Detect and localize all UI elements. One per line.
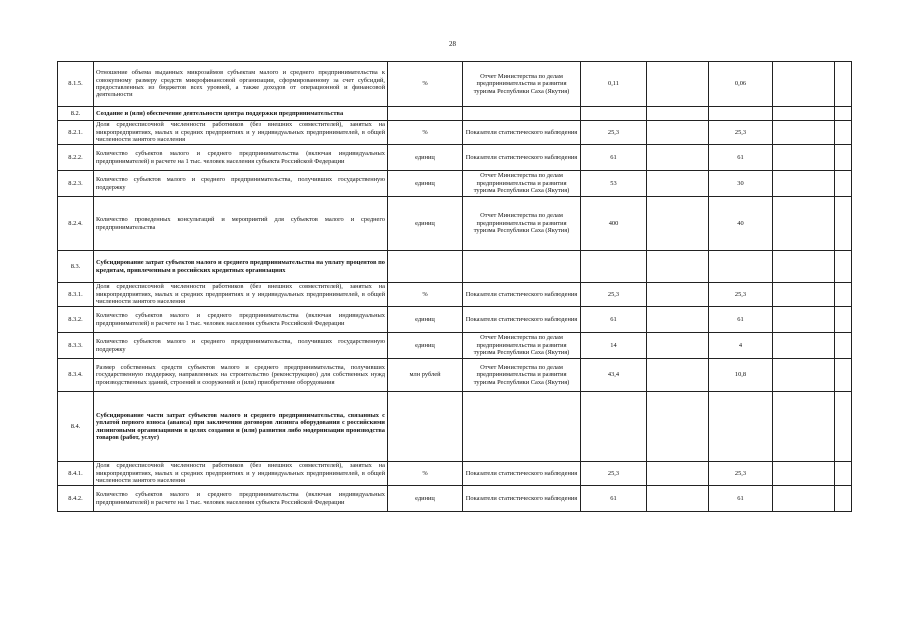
table-row bbox=[58, 145, 852, 171]
row-unit: % bbox=[388, 62, 463, 107]
row-description: Количество субъектов малого и среднего предпринимательства (включая индивидуальных предпринимателей) в расчете на 1 тыс. человек населения субъекта Российской Федерации bbox=[94, 486, 388, 512]
row-source: Показатели статистического наблюдения bbox=[463, 462, 581, 486]
row-empty-cell bbox=[835, 251, 852, 283]
row-empty-cell bbox=[647, 121, 709, 145]
row-value-1 bbox=[581, 251, 647, 283]
row-empty-cell bbox=[773, 486, 835, 512]
row-number: 8.3.4. bbox=[58, 359, 94, 392]
row-empty-cell bbox=[647, 333, 709, 359]
table-row bbox=[58, 462, 852, 486]
row-value-2: 30 bbox=[709, 171, 773, 197]
table-row bbox=[58, 486, 852, 512]
row-empty-cell bbox=[773, 197, 835, 251]
row-unit: единиц bbox=[388, 307, 463, 333]
row-empty-cell bbox=[647, 307, 709, 333]
row-source: Показатели статистического наблюдения bbox=[463, 145, 581, 171]
row-empty-cell bbox=[773, 145, 835, 171]
table-row bbox=[58, 107, 852, 121]
row-description: Отношение объема выданных микрозаймов субъектам малого и среднего предпринимательства к совокупному размеру средств микрофинансовой организации, сформированному за счет субсидий, предоставленных из бюджетов всех уровней, а также доходов от операционной и финансовой деятельности bbox=[94, 62, 388, 107]
table-row bbox=[58, 251, 852, 283]
row-description: Размер собственных средств субъектов малого и среднего предпринимательства, получивших государственную поддержку, направленных на строительство (реконструкцию) для собственных нужд производственных зданий, строений и сооружений и (или) приобретение оборудования bbox=[94, 359, 388, 392]
row-description: Количество субъектов малого и среднего предпринимательства, получивших государственную поддержку bbox=[94, 333, 388, 359]
row-unit bbox=[388, 251, 463, 283]
table-body bbox=[58, 62, 852, 512]
row-number: 8.4.1. bbox=[58, 462, 94, 486]
row-value-2 bbox=[709, 392, 773, 462]
row-value-1: 43,4 bbox=[581, 359, 647, 392]
row-value-1: 400 bbox=[581, 197, 647, 251]
row-value-1: 25,3 bbox=[581, 121, 647, 145]
row-number: 8.4. bbox=[58, 392, 94, 462]
row-unit: % bbox=[388, 283, 463, 307]
row-unit: единиц bbox=[388, 486, 463, 512]
row-empty-cell bbox=[835, 486, 852, 512]
row-empty-cell bbox=[647, 392, 709, 462]
row-value-2: 0,06 bbox=[709, 62, 773, 107]
row-empty-cell bbox=[647, 462, 709, 486]
row-source: Показатели статистического наблюдения bbox=[463, 307, 581, 333]
row-empty-cell bbox=[835, 283, 852, 307]
row-description: Доля среднесписочной численности работников (без внешних совместителей), занятых на микропредприятиях, малых и средних предприятиях и у индивидуальных предпринимателей, в общей численности занятого населения bbox=[94, 283, 388, 307]
row-number: 8.3. bbox=[58, 251, 94, 283]
row-empty-cell bbox=[835, 107, 852, 121]
row-empty-cell bbox=[773, 251, 835, 283]
row-number: 8.2.2. bbox=[58, 145, 94, 171]
row-empty-cell bbox=[647, 486, 709, 512]
page-number: 28 bbox=[449, 40, 456, 48]
table-row bbox=[58, 283, 852, 307]
row-number: 8.2.1. bbox=[58, 121, 94, 145]
row-empty-cell bbox=[647, 145, 709, 171]
row-empty-cell bbox=[647, 197, 709, 251]
row-empty-cell bbox=[835, 307, 852, 333]
row-description: Количество субъектов малого и среднего предпринимательства (включая индивидуальных предпринимателей) в расчете на 1 тыс. человек населения субъекта Российской Федерации bbox=[94, 307, 388, 333]
row-value-1: 25,3 bbox=[581, 283, 647, 307]
row-empty-cell bbox=[773, 283, 835, 307]
row-unit: единиц bbox=[388, 333, 463, 359]
row-source: Показатели статистического наблюдения bbox=[463, 486, 581, 512]
row-empty-cell bbox=[773, 121, 835, 145]
table-row bbox=[58, 307, 852, 333]
row-empty-cell bbox=[835, 392, 852, 462]
row-number: 8.3.2. bbox=[58, 307, 94, 333]
row-value-2 bbox=[709, 107, 773, 121]
row-number: 8.2.4. bbox=[58, 197, 94, 251]
table-row bbox=[58, 171, 852, 197]
row-unit: единиц bbox=[388, 197, 463, 251]
row-value-2: 10,8 bbox=[709, 359, 773, 392]
row-source bbox=[463, 251, 581, 283]
row-value-1: 53 bbox=[581, 171, 647, 197]
row-description: Субсидирование затрат субъектов малого и среднего предпринимательства на уплату процентов по кредитам, привлеченным в российских кредитных организациях bbox=[94, 251, 388, 283]
row-unit: млн рублей bbox=[388, 359, 463, 392]
row-empty-cell bbox=[647, 283, 709, 307]
row-number: 8.2.3. bbox=[58, 171, 94, 197]
row-value-2: 40 bbox=[709, 197, 773, 251]
row-description: Субсидирование части затрат субъектов малого и среднего предпринимательства, связанных с уплатой первого взноса (аванса) при заключении договоров лизинга оборудования с российскими лизинговыми организациями в целях создания и (или) развития либо модернизации производства товаров (работ, услуг) bbox=[94, 392, 388, 462]
row-value-2: 25,3 bbox=[709, 462, 773, 486]
table-row bbox=[58, 197, 852, 251]
row-source: Отчет Министерства по делам предпринимательства и развития туризма Республики Саха (Якутия) bbox=[463, 171, 581, 197]
row-source: Отчет Министерства по делам предпринимательства и развития туризма Республики Саха (Якутия) bbox=[463, 197, 581, 251]
table-row bbox=[58, 392, 852, 462]
indicators-table bbox=[57, 61, 852, 512]
row-empty-cell bbox=[773, 333, 835, 359]
row-value-2: 61 bbox=[709, 307, 773, 333]
row-number: 8.3.1. bbox=[58, 283, 94, 307]
row-description: Создание и (или) обеспечение деятельности центра поддержки предпринимательства bbox=[94, 107, 388, 121]
table-row bbox=[58, 121, 852, 145]
row-unit: % bbox=[388, 121, 463, 145]
row-empty-cell bbox=[773, 462, 835, 486]
row-description: Количество проведенных консультаций и мероприятий для субъектов малого и среднего предпринимательства bbox=[94, 197, 388, 251]
row-unit: единиц bbox=[388, 145, 463, 171]
table-row bbox=[58, 62, 852, 107]
row-description: Количество субъектов малого и среднего предпринимательства (включая индивидуальных предпринимателей) в расчете на 1 тыс. человек населения субъекта Российской Федерации bbox=[94, 145, 388, 171]
row-number: 8.4.2. bbox=[58, 486, 94, 512]
row-source: Отчет Министерства по делам предпринимательства и развития туризма Республики Саха (Якутия) bbox=[463, 62, 581, 107]
row-unit bbox=[388, 107, 463, 121]
row-value-1: 61 bbox=[581, 145, 647, 171]
row-description: Доля среднесписочной численности работников (без внешних совместителей), занятых на микропредприятиях, малых и средних предприятиях и у индивидуальных предпринимателей, в общей численности занятого населения bbox=[94, 462, 388, 486]
row-source bbox=[463, 107, 581, 121]
row-empty-cell bbox=[835, 62, 852, 107]
row-source bbox=[463, 392, 581, 462]
row-empty-cell bbox=[835, 121, 852, 145]
row-empty-cell bbox=[773, 62, 835, 107]
row-empty-cell bbox=[773, 392, 835, 462]
row-value-2: 61 bbox=[709, 145, 773, 171]
row-empty-cell bbox=[647, 251, 709, 283]
row-description: Количество субъектов малого и среднего предпринимательства, получивших государственную поддержку bbox=[94, 171, 388, 197]
row-empty-cell bbox=[647, 107, 709, 121]
row-value-1 bbox=[581, 107, 647, 121]
row-empty-cell bbox=[835, 333, 852, 359]
row-number: 8.3.3. bbox=[58, 333, 94, 359]
row-value-2 bbox=[709, 251, 773, 283]
table-row bbox=[58, 359, 852, 392]
row-empty-cell bbox=[647, 171, 709, 197]
row-unit: единиц bbox=[388, 171, 463, 197]
row-value-1: 14 bbox=[581, 333, 647, 359]
row-source: Показатели статистического наблюдения bbox=[463, 283, 581, 307]
row-empty-cell bbox=[835, 359, 852, 392]
row-description: Доля среднесписочной численности работников (без внешних совместителей), занятых на микропредприятиях, малых и средних предприятиях и у индивидуальных предпринимателей, в общей численности занятого населения bbox=[94, 121, 388, 145]
row-empty-cell bbox=[773, 171, 835, 197]
row-empty-cell bbox=[835, 197, 852, 251]
row-value-1: 61 bbox=[581, 307, 647, 333]
row-empty-cell bbox=[647, 359, 709, 392]
table-row bbox=[58, 333, 852, 359]
row-empty-cell bbox=[773, 107, 835, 121]
row-value-1 bbox=[581, 392, 647, 462]
row-empty-cell bbox=[773, 359, 835, 392]
row-unit bbox=[388, 392, 463, 462]
row-value-2: 4 bbox=[709, 333, 773, 359]
row-unit: % bbox=[388, 462, 463, 486]
row-empty-cell bbox=[835, 171, 852, 197]
row-value-2: 25,3 bbox=[709, 283, 773, 307]
row-number: 8.1.5. bbox=[58, 62, 94, 107]
row-value-1: 25,3 bbox=[581, 462, 647, 486]
row-value-1: 0,11 bbox=[581, 62, 647, 107]
row-empty-cell bbox=[773, 307, 835, 333]
row-empty-cell bbox=[835, 462, 852, 486]
row-empty-cell bbox=[835, 145, 852, 171]
row-source: Показатели статистического наблюдения bbox=[463, 121, 581, 145]
row-value-2: 61 bbox=[709, 486, 773, 512]
row-value-1: 61 bbox=[581, 486, 647, 512]
row-source: Отчет Министерства по делам предпринимательства и развития туризма Республики Саха (Якутия) bbox=[463, 359, 581, 392]
row-value-2: 25,3 bbox=[709, 121, 773, 145]
row-empty-cell bbox=[647, 62, 709, 107]
row-source: Отчет Министерства по делам предпринимательства и развития туризма Республики Саха (Якутия) bbox=[463, 333, 581, 359]
row-number: 8.2. bbox=[58, 107, 94, 121]
